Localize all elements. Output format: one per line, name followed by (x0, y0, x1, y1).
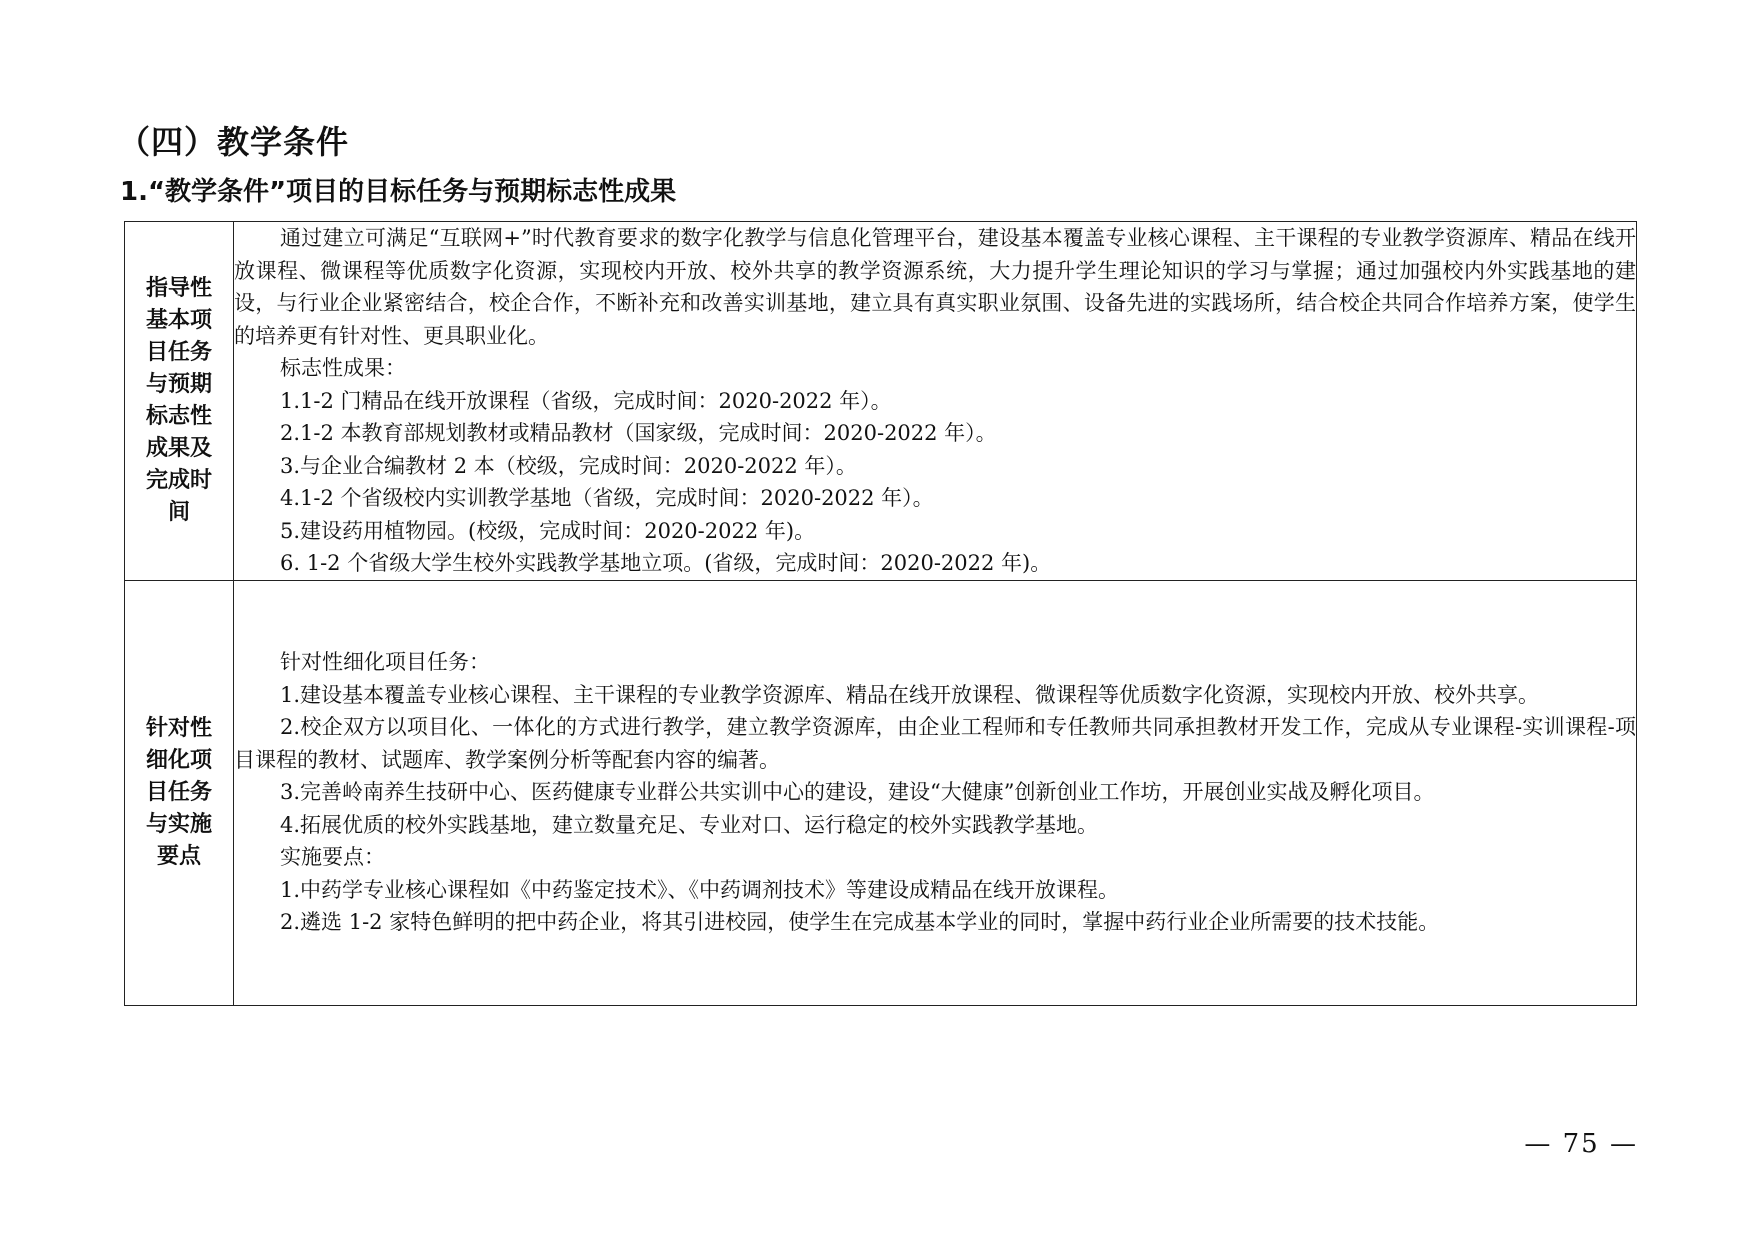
row-content-cell (234, 222, 1637, 581)
table-row-detailed-tasks (125, 580, 1637, 1005)
task-table (124, 221, 1637, 1006)
achievements-heading: 标志性成果： (280, 356, 406, 380)
achievement-item: 3.与企业合编教材 2 本（校级，完成时间：2020-2022 年）。 (280, 453, 857, 478)
implementation-item: 1.中药学专业核心课程如《中药鉴定技术》、《中药调剂技术》等建设成精品在线开放课程。 (280, 877, 1120, 902)
row-label-guiding-tasks: 指导性基本项目任务与预期标志性成果及完成时间 (145, 275, 212, 525)
overview-paragraph: 通过建立可满足“互联网+”时代教育要求的数字化教学与信息化管理平台，建设基本覆盖专业核心课程、主干课程的专业教学资源库、精品在线开放课程、微课程等优质数字化资源，实现校内开放、校外共享的教学资源系统，大力提升学生理论知识的学习与掌握；通过加强校内外实践基地的建设，与行业企业紧密结合，校企合作，不断补充和改善实训基地，建立具有真实职业氛围、设备先进的实践场所，结合校企共同合作培养方案，使学生的培养更有针对性、更具职业化。 (234, 226, 1636, 348)
tasks-heading: 针对性细化项目任务： (280, 650, 490, 675)
achievement-item: 4.1-2 个省级校内实训教学基地（省级，完成时间：2020-2022 年）。 (280, 486, 934, 510)
achievement-item: 2.1-2 本教育部规划教材或精品教材（国家级，完成时间：2020-2022 年）。 (280, 421, 997, 445)
achievement-item: 5.建设药用植物园。(校级，完成时间：2020-2022 年)。 (280, 518, 816, 543)
task-item: 3.完善岭南养生技研中心、医药健康专业群公共实训中心的建设，建设“大健康”创新创业工作坊，开展创业实战及孵化项目。 (280, 780, 1435, 805)
achievement-item: 1.1-2 门精品在线开放课程（省级，完成时间：2020-2022 年）。 (280, 388, 892, 413)
task-item: 2.校企双方以项目化、一体化的方式进行教学，建立教学资源库，由企业工程师和专任教师共同承担教材开发工作，完成从专业课程-实训课程-项目课程的教材、试题库、教学案例分析等配套内容的编著。 (234, 715, 1636, 772)
row-label-detailed-tasks: 针对性细化项目任务与实施要点 (145, 715, 212, 869)
task-item: 4.拓展优质的校外实践基地，建立数量充足、专业对口、运行稳定的校外实践教学基地。 (280, 812, 1099, 837)
achievement-item: 6. 1-2 个省级大学生校外实践教学基地立项。(省级，完成时间：2020-2022 年)。 (280, 551, 1052, 575)
implementation-item: 2.遴选 1-2 家特色鲜明的把中药企业，将其引进校园，使学生在完成基本学业的同时，掌握中药行业企业所需要的技术技能。 (280, 910, 1440, 935)
table-row-guiding-tasks (125, 222, 1637, 581)
section-title: （四）教学条件 (118, 123, 350, 161)
implementation-heading: 实施要点： (280, 845, 385, 870)
task-item: 1.建设基本覆盖专业核心课程、主干课程的专业教学资源库、精品在线开放课程、微课程等优质数字化资源，实现校内开放、校外共享。 (280, 682, 1540, 707)
row-content-cell (234, 580, 1637, 1005)
page-number: — 75 — (1524, 1129, 1638, 1159)
row-label-cell (125, 580, 234, 1005)
subsection-title: 1.“教学条件”项目的目标任务与预期标志性成果 (120, 177, 677, 207)
row-label-cell (125, 222, 234, 581)
